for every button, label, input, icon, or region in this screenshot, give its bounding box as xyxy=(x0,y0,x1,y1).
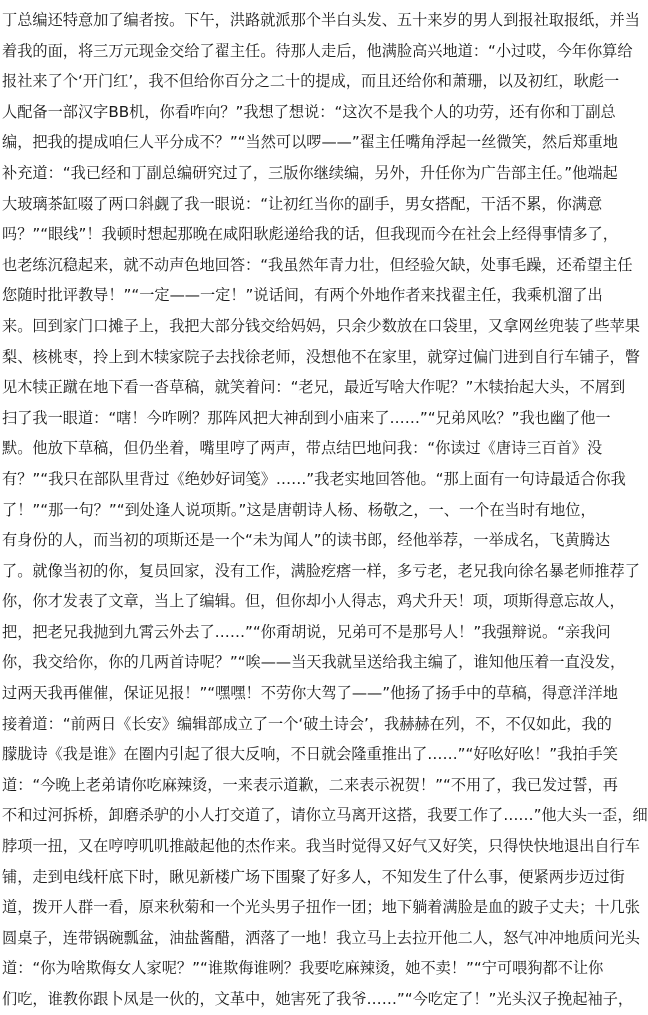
text-line: 把，把老兄我抛到九霄云外去了……”“你甭胡说，兄弟可不是那号人！”我强辩说。“亲我问 xyxy=(2,622,611,641)
article-body xyxy=(2,5,648,1015)
text-line: 你，你才发表了文章，当上了编辑。但，但你却小人得志，鸡犬升天！项，项斯得意忘故人， xyxy=(2,592,625,611)
text-line: 你，我交给你，你的几两首诗呢？”“唉——当天我就呈送给我主编了，谁知他压着一直没发， xyxy=(2,653,626,672)
text-line: 圆桌子，连带锅碗瓢盆，油盐酱醋，洒落了一地！我立马上去拉开他二人，怒气冲冲地质问光头 xyxy=(2,928,640,947)
text-line: 们吃，谁教你跟卜凤是一伙的，文革中，她害死了我爷……”“今吃定了！”光头汉子挽起袖子， xyxy=(2,990,634,1008)
text-line: 了。就像当初的你，复员回家，没有工作，满脸疙瘩一样，多亏老，老兄我向徐名暴老师推荐了 xyxy=(2,561,640,580)
text-line: 补充道：“我已经和丁副总编研究过了，三版你继续编，另外，升任你为广告部主任。”他端起 xyxy=(2,163,618,182)
text-line: 脖项一扭，又在哼哼叽叽推敲起他的杰作来。我当时觉得又好气又好笑，只得快快地退出自行车 xyxy=(2,837,640,856)
text-line: 人配备一部汉字BB机，你看咋向？”我想了想说：“这次不是我个人的功劳，还有你和丁副总 xyxy=(2,102,616,121)
text-line: 有？”“我只在部队里背过《绝妙好词笺》……”我老实地回答他。“那上面有一句诗最适合你我 xyxy=(2,469,626,488)
text-line: 来。回到家门口摊子上，我把大部分钱交给妈妈，只余少数放在口袋里，又拿网丝兜装了些苹果 xyxy=(2,316,640,335)
text-line: 丁总编还特意加了编者按。下午，洪路就派那个半白头发、五十来岁的男人到报社取报纸，并当 xyxy=(2,11,640,29)
text-line: 梨、核桃枣，拎上到木犊家院子去找徐老师，没想他不在家里，就穿过偏门进到自行车铺子，瞥 xyxy=(2,347,640,366)
text-line: 大玻璃茶缸啜了两口斜觑了我一眼说：“让初红当你的副手，男女搭配，干活不累，你满意 xyxy=(2,194,603,213)
text-line: 了！”“那一句？”“到处逢人说项斯。”这是唐朝诗人杨、杨敬之，一、一个在当时有地位， xyxy=(2,500,596,519)
text-line: 编，把我的提成咱仨人平分成不？”“当然可以啰——”翟主任嘴角浮起一丝微笑，然后郑重地 xyxy=(2,133,618,152)
text-line: 朦胧诗《我是谁》在圈内引起了很大反响，不日就会隆重推出了……”“好吆好吆！”我拍手笑 xyxy=(2,745,618,764)
text-line: 默。他放下草稿，但仍坐着，嘴里哼了两声，带点结巴地问我：“你读过《唐诗三百首》没 xyxy=(2,439,603,458)
text-line: 报社来了个‘开门红’，我不但给你百分之二十的提成，而且还给你和萧珊，以及初红，耿彪一 xyxy=(2,72,620,91)
text-line: 道：“你为啥欺侮女人家呢？”“谁欺侮谁咧？我要吃麻辣烫，她不卖！”“宁可喂狗都不让你 xyxy=(2,959,604,978)
text-line: 着我的面，将三万元现金交给了翟主任。待那人走后，他满脸高兴地道：“小过哎，今年你算给 xyxy=(2,41,633,60)
text-line: 过两天我再催催，保证见报！”“嘿嘿！不劳你大驾了——”他扬了扬手中的草稿，得意洋洋地 xyxy=(2,684,618,703)
text-line: 也老练沉稳起来，就不动声色地回答：“我虽然年青力壮，但经验欠缺，处事毛躁，还希望主任 xyxy=(2,255,633,274)
text-line: 道，拨开人群一看，原来秋菊和一个光头男子扭作一团；地下躺着满脸是血的跛子丈夫；十几张 xyxy=(2,898,640,917)
text-line: 道：“今晚上老弟请你吃麻辣烫，一来表示道歉，二来表示祝贺！”“不用了，我已发过誓，再 xyxy=(2,775,618,794)
text-line: 见木犊正蹴在地下看一沓草稿，就笑着问：“老兄，最近写啥大作呢？”木犊抬起大头，不屑到 xyxy=(2,378,626,397)
text-line: 有身份的人，而当初的项斯还是一个“未为闻人”的读书郎，经他举荐，一举成名，飞黄腾达 xyxy=(2,531,611,550)
text-line: 扫了我一眼道：“嗐！今咋咧？那阵风把大神刮到小庙来了……”“兄弟风吆？”我也幽了他一 xyxy=(2,408,611,427)
text-line: 吗？”“眼线”！我顿时想起那晚在咸阳耿彪递给我的话，但我现而今在社会上经得事情多了， xyxy=(2,225,618,244)
text-line: 不和过河拆桥，卸磨杀驴的小人打交道了，请你立马离开这搭，我要工作了……”他大头一歪，细 xyxy=(2,806,648,825)
text-line: 接着道：“前两日《长安》编辑部成立了一个‘破土诗会’，我赫赫在列，不，不仅如此，我的 xyxy=(2,714,612,733)
text-line: 铺，走到电线杆底下时，瞅见新楼广场下围聚了好多人，不知发生了什么事，便紧两步迈过街 xyxy=(2,867,625,886)
text-line: 您随时批评教导！”“一定——一定！”说话间，有两个外地作者来找翟主任，我乘机溜了出 xyxy=(2,286,603,305)
